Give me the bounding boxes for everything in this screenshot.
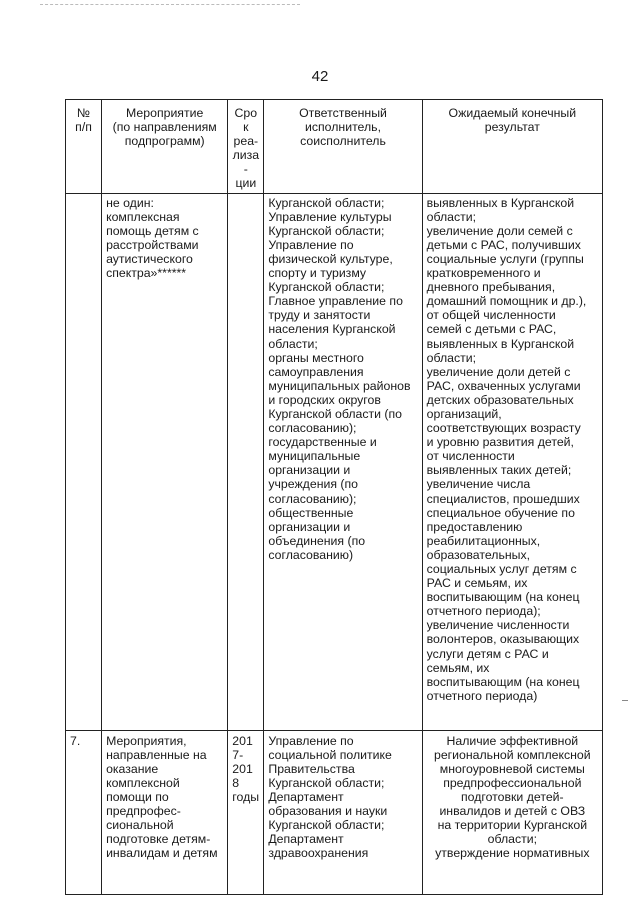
table-header-row: [66, 100, 603, 194]
scan-edge-mark: [622, 700, 628, 701]
header-result: Ожидаемый конечный результат: [422, 100, 602, 194]
cell-num: 7.: [66, 730, 102, 894]
cell-term: [228, 193, 264, 730]
cell-result: выявленных в Курганской области; увеличение доли семей с детьми с РАС, получивших социальные услуги (группы кратковременного и дневного пребывания, домашний помощник и др.), от общей численности семей с детьми с РАС, выявленных в Курганской области; увеличение доли детей с РАС, охваченных услугами детских образовательных организаций, соответствующих возрасту и уровню развития детей, от численности выявленных таких детей; увеличение числа специалистов, прошедших специальное обучение по предоставлению реабилитационных, образовательных, социальных услуг детям с РАС и семьям, их воспитывающим (на конец отчетного периода); увеличение численности волонтеров, оказывающих услуги детям с РАС и семьям, их воспитывающим (на конец отчетного периода): [422, 193, 602, 730]
header-term: Срок реа- лиза- ции: [228, 100, 264, 194]
header-executor: Ответственный исполнитель, соисполнитель: [264, 100, 422, 194]
scan-artifact-line: [40, 4, 300, 5]
cell-event: не один: комплексная помощь детям с расстройствами аутистического спектра»******: [102, 193, 228, 730]
header-num: № п/п: [66, 100, 102, 194]
cell-executor: Управление по социальной политике Правительства Курганской области; Департамент образования и науки Курганской области; Департамент здравоохранения: [264, 730, 422, 894]
cell-term: 2017- 2018 годы: [228, 730, 264, 894]
header-event: Мероприятие (по направлениям подпрограмм): [102, 100, 228, 194]
cell-event: Мероприятия, направленные на оказание комплексной помощи по предпрофес- сиональной подготовке детям- инвалидам и детям: [102, 730, 228, 894]
cell-num: [66, 193, 102, 730]
measures-table: [65, 99, 603, 895]
cell-result: Наличие эффективной региональной комплексной многоуровневой системы предпрофессиональной подготовки детей- инвалидов и детей с ОВЗ на территории Курганской области; утверждение нормативных: [422, 730, 602, 894]
table-row: [66, 193, 603, 730]
table-row: [66, 730, 603, 894]
page-number: 42: [311, 68, 329, 85]
cell-executor: Курганской области; Управление культуры Курганской области; Управление по физической культуре, спорту и туризму Курганской области; Главное управление по труду и занятости населения Курганской области; органы местного самоуправления муниципальных районов и городских округов Курганской области (по согласованию); государственные и муниципальные организации и учреждения (по согласованию); общественные организации и объединения (по согласованию): [264, 193, 422, 730]
